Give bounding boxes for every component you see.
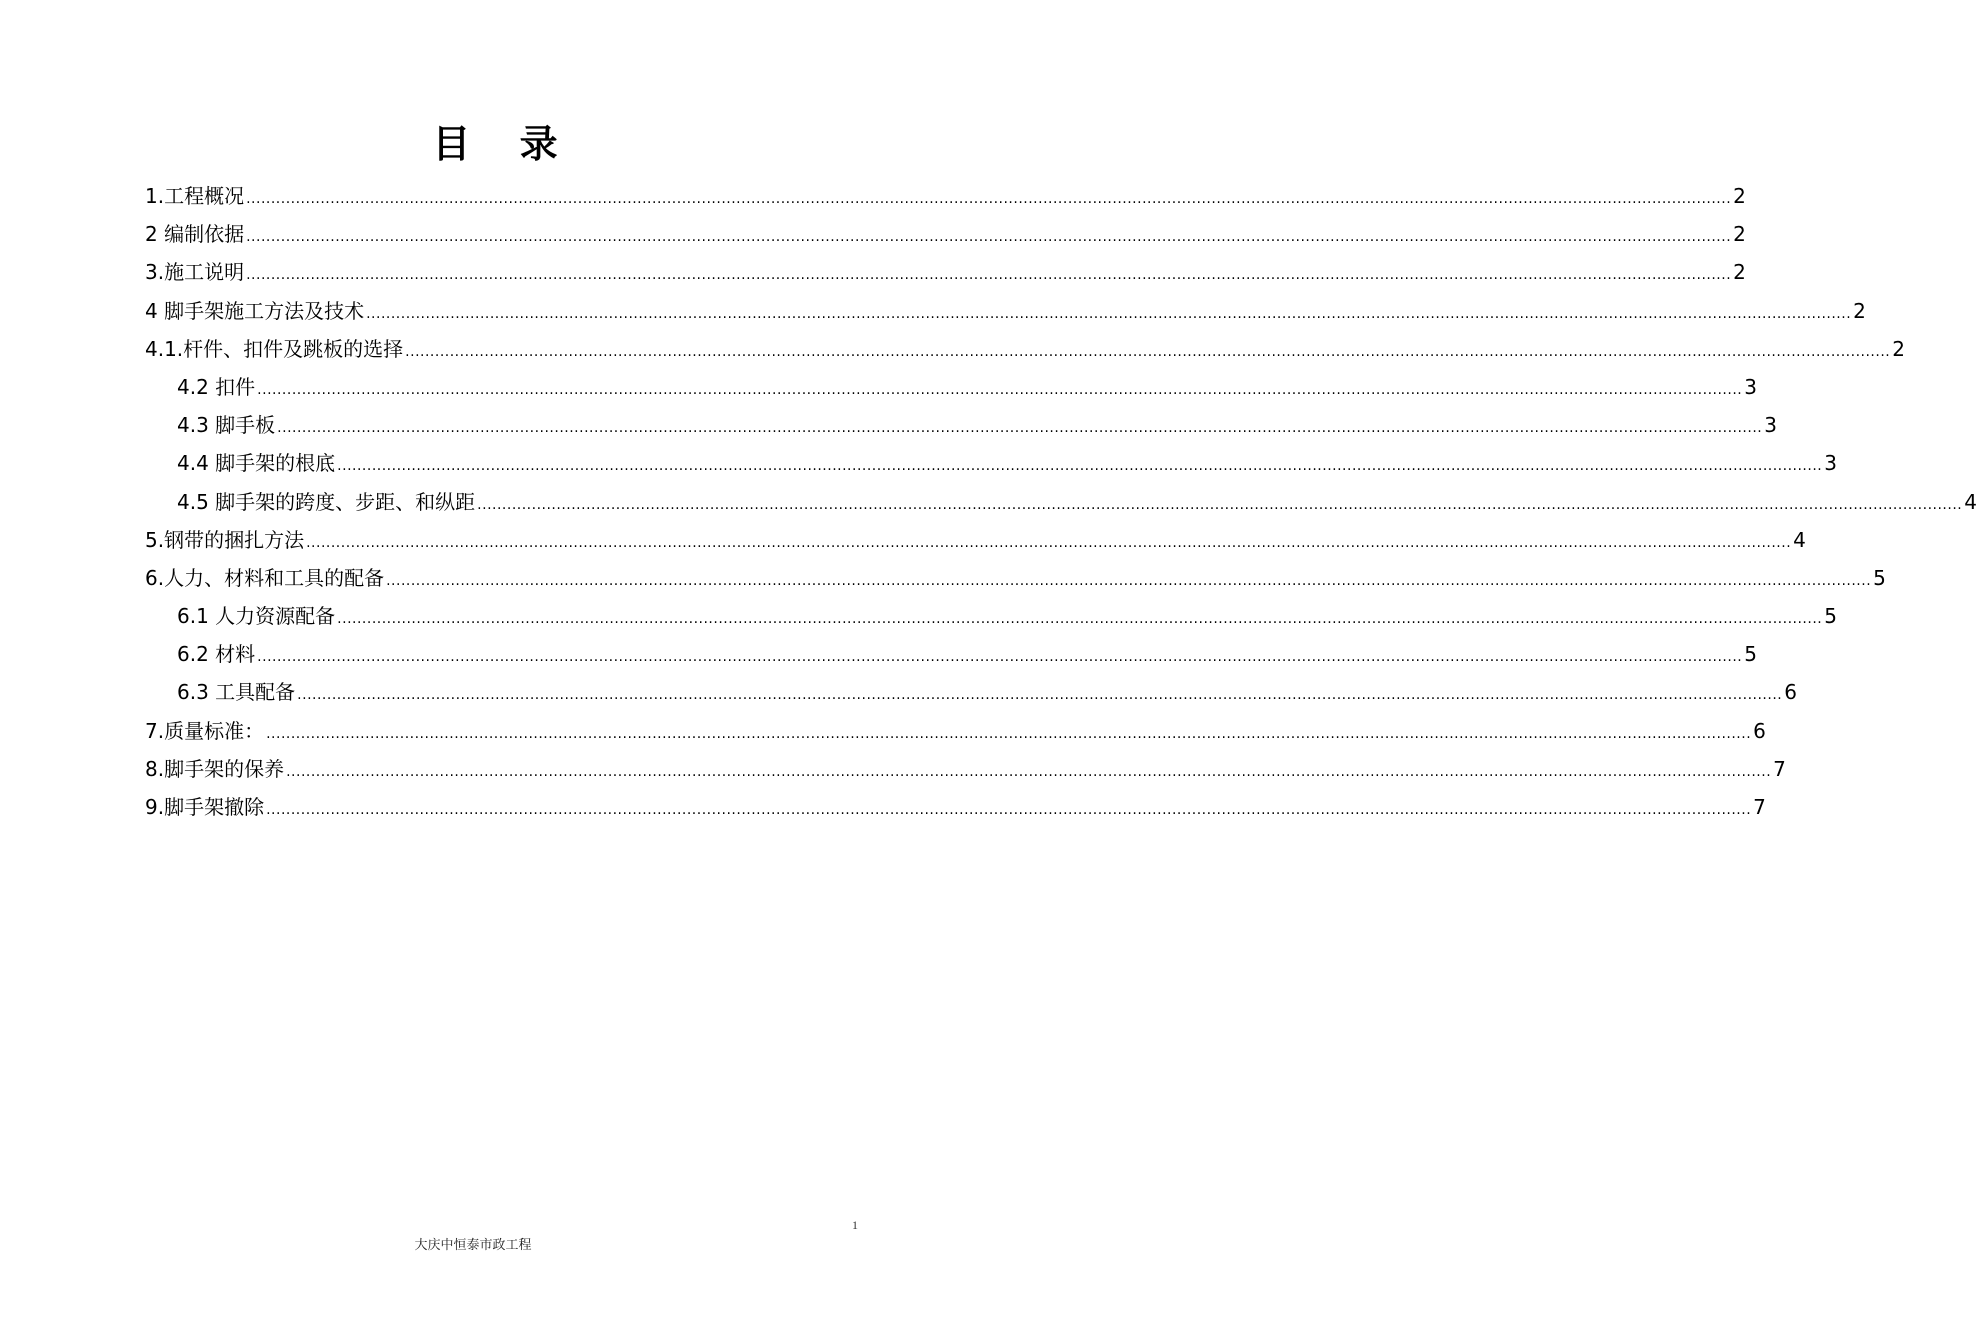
toc-entry-page: 2 — [1733, 184, 1746, 208]
toc-leader: ............................................................................................................................................................................................................................................................................................................ — [337, 458, 1823, 475]
toc-entry-page: 3 — [1764, 413, 1777, 438]
toc-entry[interactable] — [145, 712, 1766, 750]
toc-entry[interactable] — [145, 559, 1886, 597]
toc-entry-page: 2 — [1733, 260, 1746, 285]
toc-entry-label: 2 编制依据 — [145, 222, 245, 247]
toc-entry-label: 3.施工说明 — [145, 260, 245, 285]
toc-entry-label: 4.3 脚手板 — [177, 413, 276, 438]
toc-leader: ............................................................................................................................................................................................................................................................................................................ — [366, 305, 1852, 322]
toc-entry-page: 6 — [1784, 680, 1797, 705]
toc-leader: ............................................................................................................................................................................................................................................................................................................ — [246, 229, 1732, 246]
toc-leader: ............................................................................................................................................................................................................................................................................................................ — [477, 496, 1963, 513]
toc-title: 目 录 — [432, 121, 576, 166]
toc-entry-label: 4.4 脚手架的根底 — [177, 451, 336, 476]
toc-entry-page: 2 — [1853, 298, 1866, 323]
toc-leader: ............................................................................................................................................................................................................................................................................................................ — [277, 420, 1763, 437]
footer-text: 大庆中恒泰市政工程 — [414, 1238, 532, 1253]
toc-leader: ............................................................................................................................................................................................................................................................................................................ — [386, 572, 1872, 589]
toc-entry-label: 6.3 工具配备 — [177, 680, 296, 705]
toc-entry[interactable] — [145, 483, 1977, 521]
toc-entry-label: 4 脚手架施工方法及技术 — [145, 298, 365, 323]
page-number: 1 — [852, 1218, 858, 1232]
toc-leader: ............................................................................................................................................................................................................................................................................................................ — [246, 267, 1732, 284]
toc-entry[interactable] — [145, 253, 1746, 291]
toc-entry-page: 5 — [1873, 565, 1886, 590]
toc-entry-label: 6.2 材料 — [177, 642, 256, 667]
toc-entry-label: 4.1.杆件、扣件及跳板的选择 — [145, 336, 404, 361]
toc-entry-page: 5 — [1744, 642, 1757, 667]
toc-leader: ............................................................................................................................................................................................................................................................................................................ — [337, 611, 1823, 628]
toc-entry-label: 8.脚手架的保养 — [145, 756, 285, 781]
toc-entry[interactable] — [145, 215, 1746, 253]
toc-entry-page: 6 — [1753, 718, 1766, 743]
toc-list — [145, 177, 1977, 826]
toc-entry[interactable] — [145, 444, 1837, 482]
toc-leader: ............................................................................................................................................................................................................................................................................................................ — [286, 763, 1772, 780]
toc-leader: ............................................................................................................................................................................................................................................................................................................ — [257, 649, 1743, 666]
toc-leader: ............................................................................................................................................................................................................................................................................................................ — [405, 343, 1891, 360]
toc-leader: ............................................................................................................................................................................................................................................................................................................ — [297, 687, 1783, 704]
toc-entry[interactable] — [145, 368, 1757, 406]
toc-entry-page: 7 — [1753, 795, 1766, 819]
toc-entry-label: 6.人力、材料和工具的配备 — [145, 565, 385, 590]
toc-entry-page: 3 — [1824, 451, 1837, 476]
toc-entry-page: 4 — [1793, 527, 1806, 552]
toc-leader: ............................................................................................................................................................................................................................................................................................................ — [266, 725, 1752, 742]
toc-entry-page: 2 — [1733, 222, 1746, 247]
toc-entry[interactable] — [145, 750, 1786, 788]
toc-entry[interactable] — [145, 292, 1866, 330]
toc-entry[interactable] — [145, 521, 1806, 559]
toc-leader: ............................................................................................................................................................................................................................................................................................................ — [266, 802, 1752, 818]
toc-entry-page: 4 — [1964, 489, 1977, 514]
toc-entry-label: 4.2 扣件 — [177, 374, 256, 399]
toc-entry[interactable] — [145, 673, 1797, 711]
toc-entry[interactable] — [145, 597, 1837, 635]
toc-entry-page: 5 — [1824, 604, 1837, 629]
toc-entry-page: 2 — [1892, 336, 1905, 361]
toc-leader: ............................................................................................................................................................................................................................................................................................................ — [257, 381, 1743, 398]
toc-entry-label: 9.脚手架撤除 — [145, 795, 265, 819]
toc-entry-label: 7.质量标准： — [145, 718, 265, 743]
toc-leader: ............................................................................................................................................................................................................................................................................................................ — [246, 191, 1732, 207]
toc-entry-page: 7 — [1773, 756, 1786, 781]
toc-entry-label: 1.工程概况 — [145, 184, 245, 208]
toc-entry[interactable] — [145, 788, 1766, 826]
toc-entry[interactable] — [145, 406, 1777, 444]
toc-entry[interactable] — [145, 177, 1746, 215]
toc-entry-label: 4.5 脚手架的跨度、步距、和纵距 — [177, 489, 476, 514]
toc-entry-label: 6.1 人力资源配备 — [177, 604, 336, 629]
toc-leader: ............................................................................................................................................................................................................................................................................................................ — [306, 534, 1792, 551]
toc-entry[interactable] — [145, 330, 1905, 368]
toc-entry[interactable] — [145, 635, 1757, 673]
toc-entry-label: 5.钢带的捆扎方法 — [145, 527, 305, 552]
toc-entry-page: 3 — [1744, 374, 1757, 399]
